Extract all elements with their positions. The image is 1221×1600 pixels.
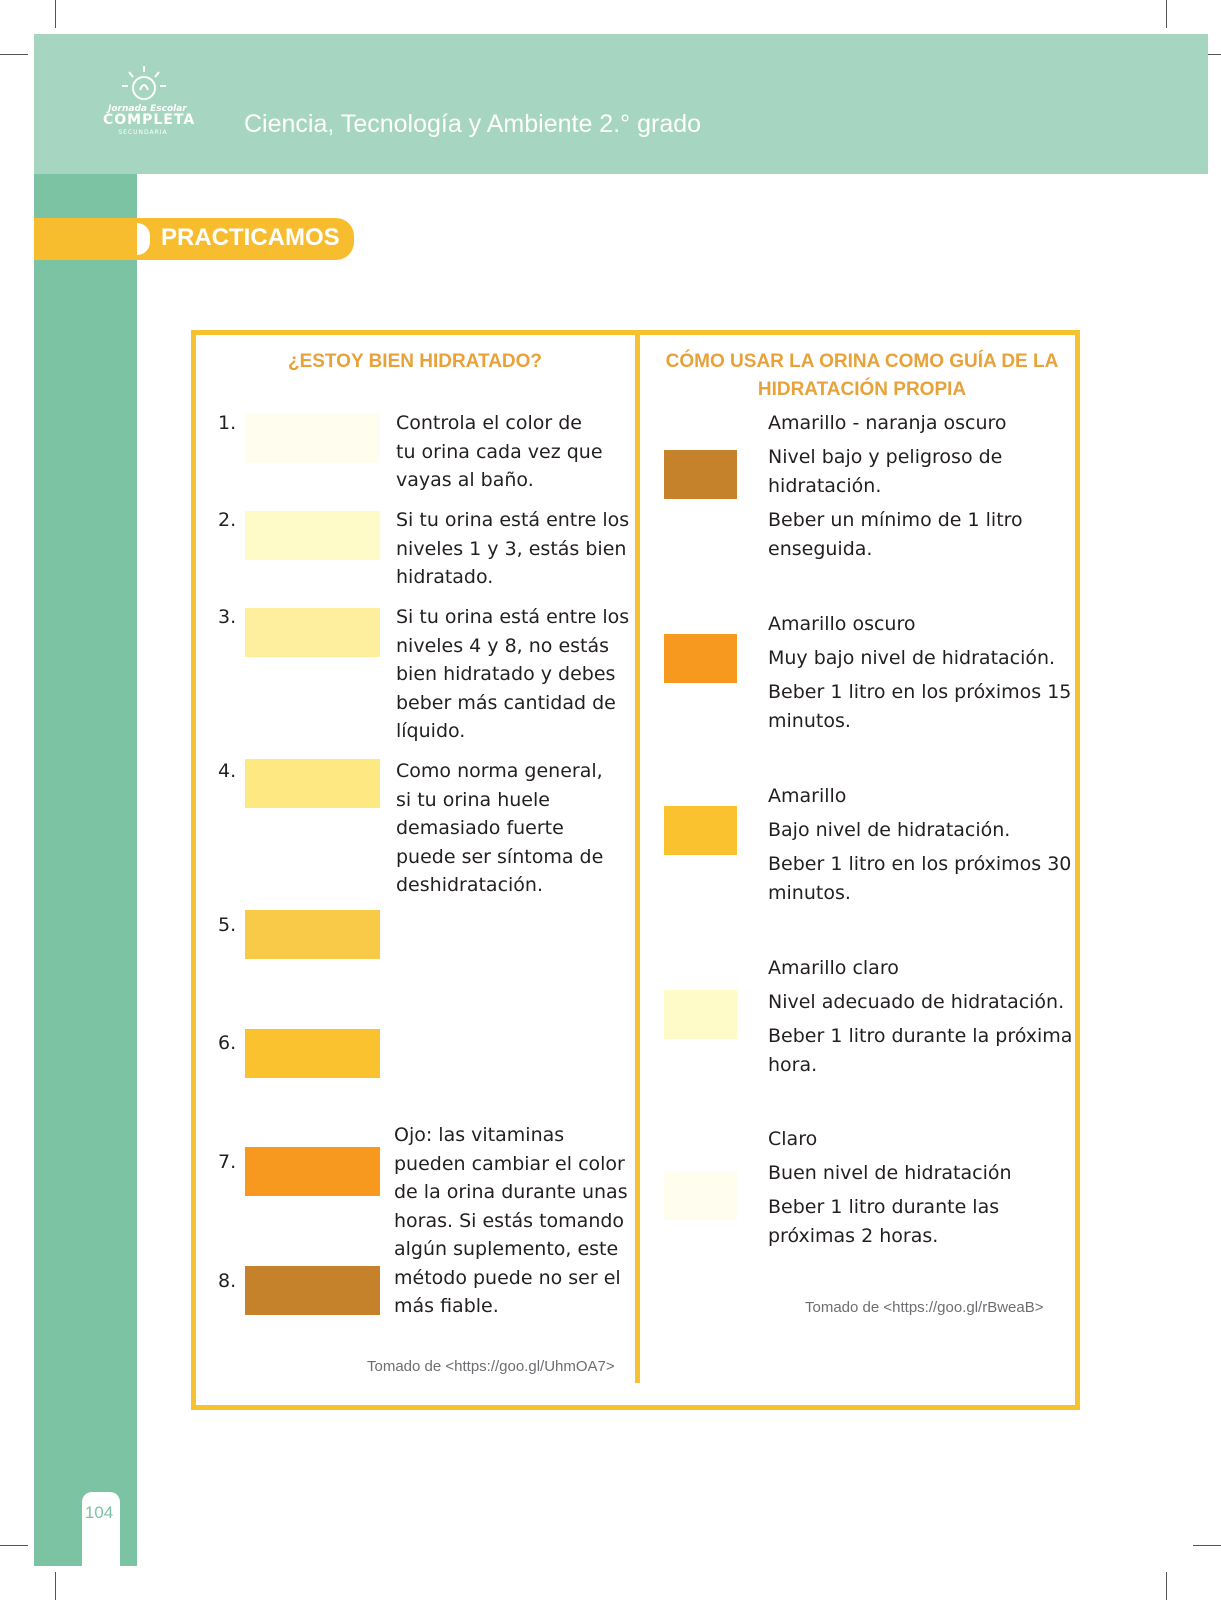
guide-entry: Amarillo Bajo nivel de hidratación. Beber 1 litro en los próximos 30 minutos.	[768, 785, 1072, 904]
section-label: PRACTICAMOS	[161, 224, 340, 251]
level-number: 7.	[218, 1151, 237, 1173]
guide-entry: Amarillo claro Nivel adecuado de hidratación. Beber 1 litro durante la próxima hora.	[768, 957, 1073, 1076]
level-number: 4.	[218, 760, 237, 782]
side-band	[34, 174, 137, 1566]
crop-mark	[1166, 1572, 1167, 1600]
level-swatch	[245, 511, 380, 560]
guide-swatch	[664, 1171, 737, 1220]
crop-mark	[1166, 0, 1167, 28]
guide-entry: Claro Buen nivel de hidratación Beber 1 litro durante las próximas 2 horas.	[768, 1128, 1012, 1247]
level-number: 8.	[218, 1270, 237, 1292]
level-swatch	[245, 1029, 380, 1078]
crop-mark	[55, 1572, 56, 1600]
hydration-note: Si tu orina está entre los niveles 1 y 3, estás bien hidratado.	[396, 509, 630, 588]
level-swatch	[245, 1266, 380, 1315]
section-label-banner	[34, 218, 354, 260]
level-number: 3.	[218, 606, 237, 628]
level-swatch	[245, 910, 380, 959]
crop-mark	[1193, 1545, 1221, 1546]
vitamin-note: Ojo: las vitaminas pueden cambiar el color de la orina durante unas horas. Si estás tomando algún suplemento, este método puede no ser el más fiable.	[394, 1124, 628, 1317]
left-column-title: ¿ESTOY BIEN HIDRATADO?	[287, 351, 543, 372]
level-swatch	[245, 759, 380, 808]
guide-entry: Amarillo oscuro Muy bajo nivel de hidratación. Beber 1 litro en los próximos 15 minutos.	[768, 613, 1072, 732]
level-number: 6.	[218, 1032, 237, 1054]
guide-entry: Amarillo - naranja oscuro Nivel bajo y peligroso de hidratación. Beber un mínimo de 1 litro enseguida.	[768, 412, 1023, 560]
level-swatch	[245, 1147, 380, 1196]
level-number: 1.	[218, 412, 237, 434]
hydration-note: Si tu orina está entre los niveles 4 y 8, no estás bien hidratado y debes beber más cantidad de líquido.	[396, 606, 630, 742]
banner-notch	[137, 223, 150, 255]
left-source-credit: Tomado de <https://goo.gl/UhmOA7>	[367, 1358, 615, 1375]
crop-mark	[0, 54, 28, 55]
logo-title: Jornada Escolar	[108, 104, 187, 114]
guide-swatch	[664, 450, 737, 499]
hydration-note: Como norma general, si tu orina huele demasiado fuerte puede ser síntoma de deshidratación.	[396, 760, 604, 896]
logo-main: COMPLETA	[103, 112, 196, 128]
header-band	[34, 34, 1208, 174]
crop-mark	[0, 1545, 28, 1546]
book-title: Ciencia, Tecnología y Ambiente 2.° grado	[244, 110, 702, 138]
column-divider	[635, 333, 640, 1383]
right-source-credit: Tomado de <https://goo.gl/rBweaB>	[805, 1299, 1044, 1316]
right-column-title: CÓMO USAR LA ORINA COMO GUÍA DE LA HIDRATACIÓN PROPIA	[665, 351, 1059, 400]
level-swatch	[245, 608, 380, 657]
level-number: 2.	[218, 509, 237, 531]
logo-sub: SECUNDARIA	[118, 129, 168, 136]
crop-mark	[55, 0, 56, 28]
level-number: 5.	[218, 914, 237, 936]
guide-swatch	[664, 990, 737, 1039]
level-swatch	[245, 414, 380, 463]
page-number: 104	[84, 1503, 114, 1522]
guide-swatch	[664, 806, 737, 855]
hydration-note: Controla el color de tu orina cada vez que vayas al baño.	[396, 412, 603, 491]
guide-swatch	[664, 634, 737, 683]
